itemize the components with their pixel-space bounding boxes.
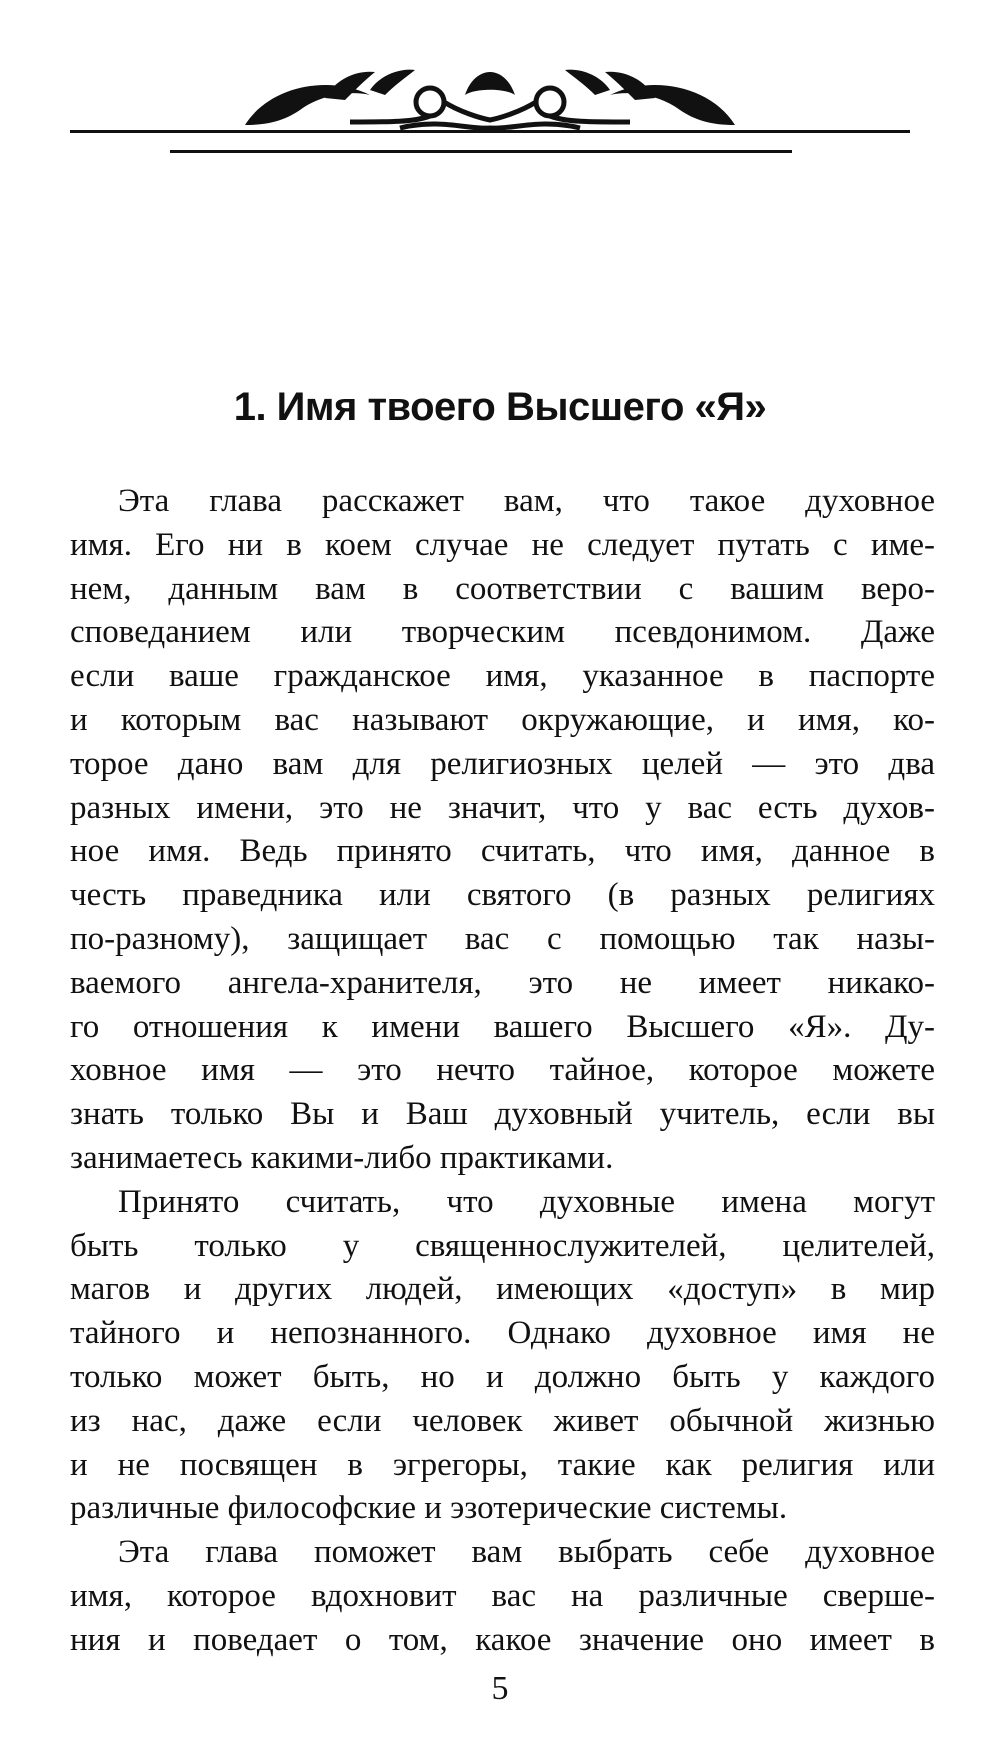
text-line: Эта глава поможет вам выбрать себе духовное [118, 1534, 935, 1571]
text-line: тайного и непознанного. Однако духовное имя не [70, 1315, 935, 1352]
text-line: быть только у священнослужителей, целителей, [70, 1227, 935, 1264]
text-line: только может быть, но и должно быть у каждого [70, 1358, 935, 1395]
text-line: по-разному), защищает вас с помощью так назы- [70, 920, 935, 957]
text-line: нем, данным вам в соответствии с вашим веро- [70, 570, 935, 607]
text-line: ное имя. Ведь принято считать, что имя, данное в [70, 833, 935, 870]
text-line: ния и поведает о том, какое значение оно имеет в [70, 1621, 935, 1658]
paragraph-2 [70, 1181, 935, 1531]
text-line: из нас, даже если человек живет обычной жизнью [70, 1402, 935, 1439]
text-line: Принято считать, что духовные имена могут [118, 1183, 935, 1220]
text-line: ховное имя — это нечто тайное, которое можете [70, 1052, 935, 1089]
text-line: имя. Его ни в коем случае не следует путать с име- [70, 526, 935, 563]
text-line: го отношения к имени вашего Высшего «Я». Ду- [70, 1008, 935, 1045]
text-line: и не посвящен в эгрегоры, такие как религия или [70, 1446, 935, 1483]
text-line: знать только Вы и Ваш духовный учитель, если вы [70, 1096, 935, 1133]
text-line: занимаетесь какими-либо практиками. [70, 1139, 614, 1176]
text-line: ваемого ангела-хранителя, это не имеет никако- [70, 964, 935, 1001]
text-line: различные философские и эзотерические системы. [70, 1490, 788, 1527]
chapter-title: 1. Имя твоего Высшего «Я» [233, 385, 767, 429]
text-line: торое дано вам для религиозных целей — это два [70, 745, 935, 782]
page-number: 5 [491, 1670, 509, 1707]
text-line: споведанием или творческим псевдонимом. Даже [70, 614, 935, 651]
chapter-body [70, 480, 935, 1663]
text-line: если ваше гражданское имя, указанное в паспорте [70, 658, 935, 695]
text-line: честь праведника или святого (в разных религиях [70, 877, 935, 914]
paragraph-1 [70, 480, 935, 1181]
paragraph-3 [70, 1531, 935, 1662]
text-line: имя, которое вдохновит вас на различные сверше- [70, 1577, 935, 1614]
text-line: магов и других людей, имеющих «доступ» в мир [70, 1271, 935, 1308]
text-line: Эта глава расскажет вам, что такое духовное [118, 483, 935, 519]
decorative-flourish-icon [70, 60, 910, 190]
text-line: разных имени, это не значит, что у вас есть духов- [70, 789, 935, 826]
text-line: и которым вас называют окружающие, и имя, ко- [70, 701, 935, 738]
